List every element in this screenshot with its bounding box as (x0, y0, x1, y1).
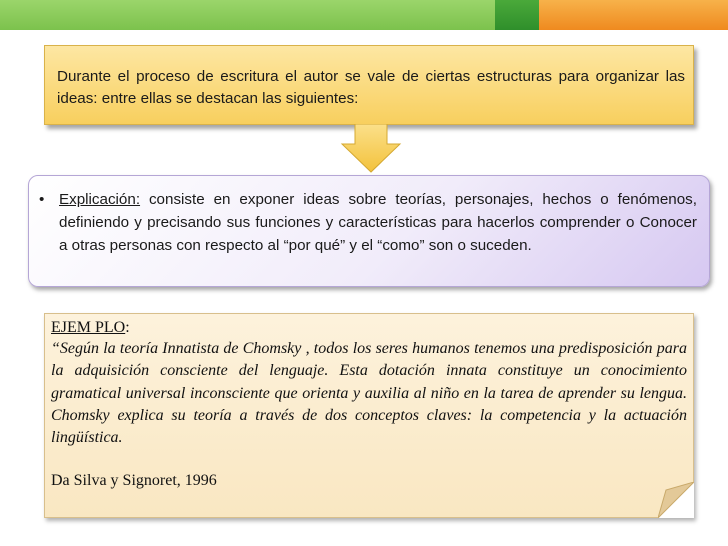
definition-bullet-item (39, 188, 697, 257)
intro-callout-box (44, 45, 694, 125)
bullet-marker: • (39, 191, 45, 208)
example-note (44, 313, 694, 518)
example-source: Da Silva y Signoret, 1996 (51, 472, 217, 490)
example-title (51, 318, 687, 338)
bar-segment-orange (539, 0, 728, 30)
definition-text (59, 188, 697, 257)
down-arrow-icon (340, 124, 402, 174)
example-quote: “Según la teoría Innatista de Chomsky , todos los seres humanos tenemos una predisposición para la adquisición consciente del lenguaje. Esta dotación innata constituye un conocimiento gramatical universal inconsciente que orienta y auxilia al niño en la tarea de aprender su lengua. Chomsky explica su teoría a través de dos conceptos claves: la competencia y la actuación lingüística. (51, 340, 687, 447)
example-title-label: EJEM PLO (51, 319, 126, 336)
top-decorative-bar (0, 0, 728, 30)
definition-box (28, 175, 710, 287)
page-fold-icon (658, 482, 694, 518)
definition-body: consiste en exponer ideas sobre teorías, personajes, hechos o fenómenos, definiendo y precisando sus funciones y características para hacerlos comprender o Conocer a otras personas con respecto al “por qué” y el “como” son o suceden. (59, 191, 697, 254)
bar-segment-light-green (0, 0, 495, 30)
definition-term: Explicación: (59, 191, 141, 208)
intro-text: Durante el proceso de escritura el autor se vale de ciertas estructuras para organizar las ideas: entre ellas se destacan las siguientes: (57, 68, 685, 107)
bar-segment-dark-green (495, 0, 539, 30)
example-title-colon: : (125, 319, 130, 336)
